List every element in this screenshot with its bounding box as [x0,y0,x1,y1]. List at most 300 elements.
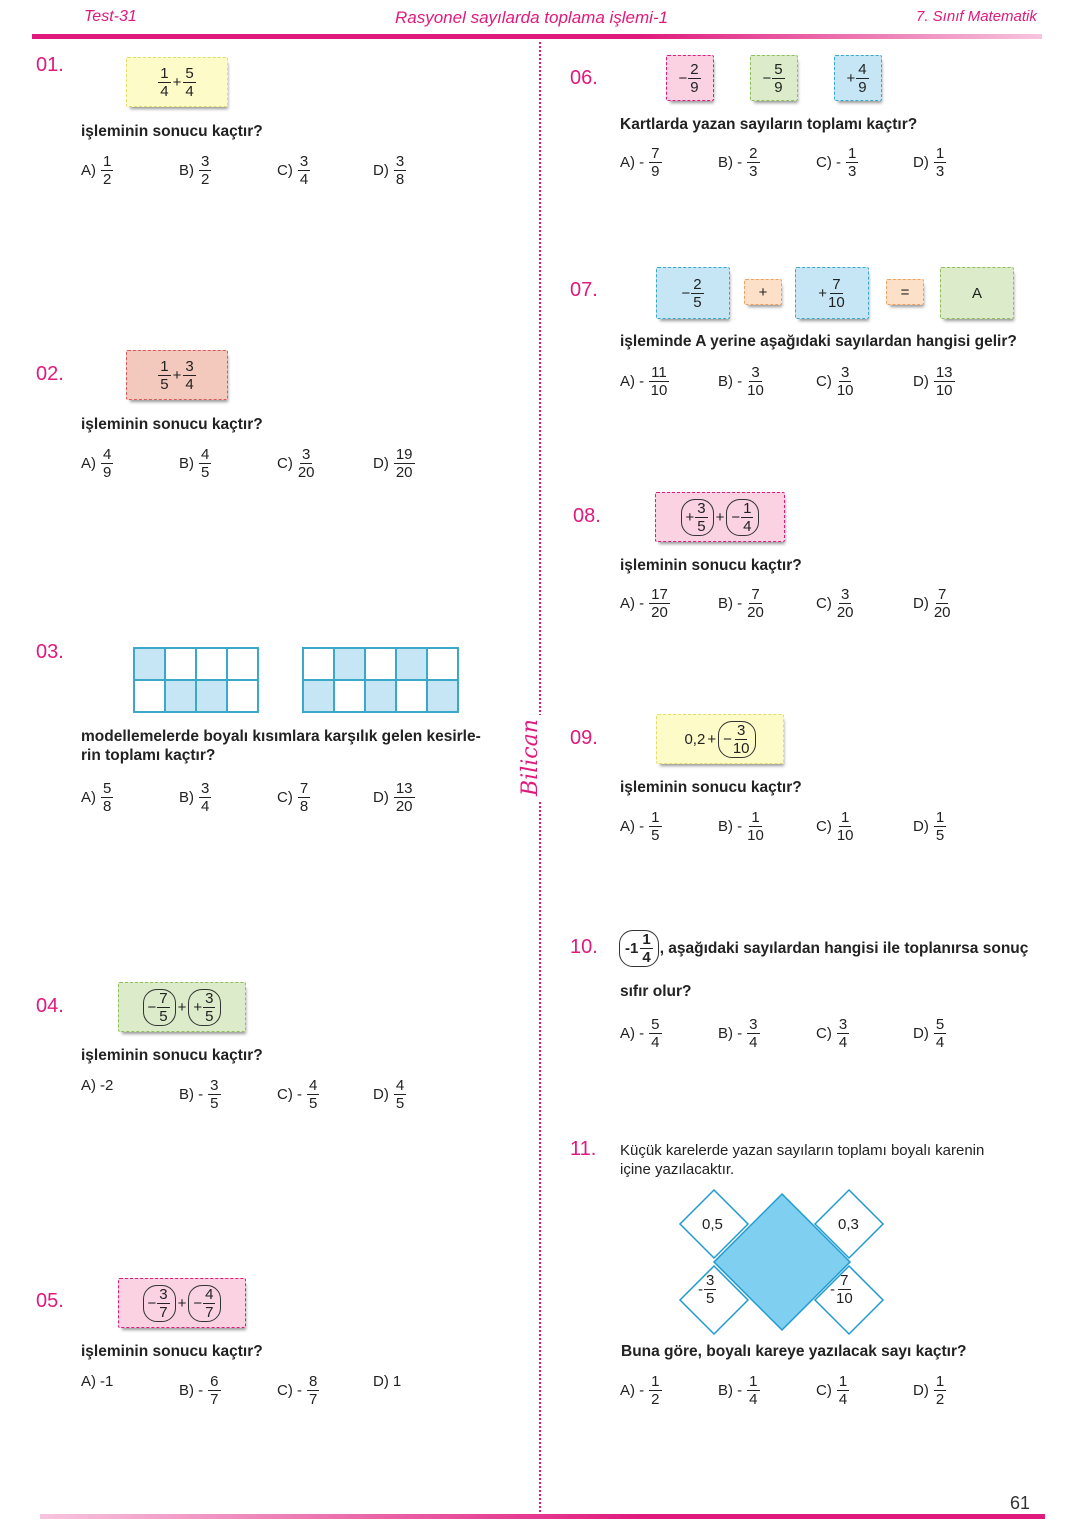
numerator: 2 [693,275,702,293]
fraction [695,500,707,535]
fraction [298,780,310,815]
fraction [836,1272,853,1307]
answer-option-b[interactable] [718,586,765,621]
numerator: 1 [160,64,169,82]
fraction-group [933,145,947,180]
denominator: 5 [395,1095,405,1112]
answer-option-c[interactable] [816,364,855,399]
fraction-group [846,61,869,96]
numerator: 7 [938,586,947,603]
parenthesis-group [143,989,176,1026]
fraction-group [148,990,171,1025]
grid-cell [165,648,196,680]
answer-option-c[interactable] [816,809,855,844]
sign: + [846,69,856,87]
fraction [157,1286,169,1321]
numerator: 4 [103,446,112,463]
option-letter: B) - [718,1025,743,1042]
fraction-group [297,780,311,815]
numerator: 11 [651,364,667,381]
number-card [656,267,730,319]
answer-option-c[interactable] [277,153,311,188]
fraction-group [648,1373,662,1408]
denominator: 20 [836,604,854,621]
numerator: 3 [841,364,850,381]
denominator: 7 [210,1391,219,1408]
denominator: 5 [693,293,702,311]
fraction [394,1077,406,1112]
denominator: 7 [309,1391,318,1408]
fraction-group [686,500,709,535]
answer-option-d[interactable] [373,1077,407,1112]
answer-option-b[interactable] [179,446,212,481]
fraction-group [100,446,114,481]
numerator: 17 [651,586,668,603]
fraction [298,153,310,188]
option-letter: C) [816,1025,832,1042]
numerator: 7 [299,780,309,797]
option-letter: A) [81,1373,96,1390]
denominator: 2 [651,1391,660,1408]
option-letter: C) [816,1382,832,1399]
sign: + [193,998,203,1016]
fraction [934,1016,946,1051]
footer-rule [40,1514,1045,1519]
numerator: 1 [749,1373,758,1390]
sign: - [830,1281,835,1298]
fraction [640,931,652,966]
fraction-group [648,1016,662,1051]
fraction-group [297,446,316,481]
numerator: 5 [651,1016,660,1033]
fraction [704,1272,716,1307]
numerator: 1 [838,1373,848,1390]
answer-option-a[interactable] [81,1373,113,1390]
fraction-group [933,364,956,399]
option-letter: C) [816,818,832,835]
numerator: 5 [935,1016,945,1033]
denominator: 10 [836,1290,853,1307]
denominator: 5 [706,1290,715,1307]
option-letter: B) - [179,1382,204,1399]
option-letter: A) - [620,154,645,171]
expression-box [656,714,784,764]
denominator: 10 [747,827,764,844]
answer-option-b[interactable] [179,1373,222,1408]
denominator: 5 [205,1007,214,1025]
grid-cell-shaded [334,648,365,680]
grid-cell [196,648,227,680]
fraction [208,1077,220,1112]
denominator: 5 [160,375,169,393]
fraction [307,1077,319,1112]
expression-box [655,492,785,542]
numerator: 1 [160,357,169,375]
fraction [828,276,845,311]
denominator: 20 [747,604,764,621]
parenthesis-group [188,1285,221,1322]
operator: + [177,1294,187,1312]
option-letter: B) [179,455,194,472]
numerator: 1 [848,145,857,162]
denominator: 9 [858,78,867,96]
fraction-group [723,722,750,757]
fraction-group [836,1373,850,1408]
denominator: 2 [103,171,112,188]
fraction-group [393,780,416,815]
fraction [733,722,750,757]
option-letter: A) - [620,373,645,390]
denominator: 8 [395,171,405,188]
answer-option-c[interactable] [277,1373,320,1408]
numerator: 3 [706,1272,715,1289]
fraction [837,809,854,844]
answer-option-d[interactable] [373,1373,401,1390]
fraction-group [297,153,311,188]
sign: − [678,69,688,87]
fraction [649,586,670,621]
fraction [183,358,195,393]
denominator: 8 [299,798,309,815]
fraction [101,780,113,815]
denominator: 5 [651,827,660,844]
question-number: 03. [36,641,64,663]
question-number: 10. [570,936,598,958]
answer-option-d[interactable] [913,586,952,621]
grid-cell [134,680,165,712]
fraction [394,446,415,481]
denominator: 4 [642,949,651,966]
fraction [934,145,946,180]
option-letter: D) [373,455,389,472]
page-title: Rasyonel sayılarda toplama işlemi-1 [395,8,669,27]
sign: − [147,998,157,1016]
numerator: 19 [395,446,413,463]
numerator: 1 [651,1373,660,1390]
option-letter: B) [179,162,194,179]
answer-option-b[interactable] [718,809,765,844]
option-letter: C) - [277,1382,302,1399]
numerator: 5 [774,60,783,78]
page-number: 61 [1010,1493,1031,1513]
denominator: 20 [933,604,951,621]
number-card [834,55,882,101]
fraction-group [678,61,701,96]
denominator: 4 [201,798,210,815]
numerator: 2 [749,145,758,162]
answer-option-b[interactable] [718,1016,761,1051]
numerator: 1 [651,809,660,826]
denominator: 10 [828,293,845,311]
grid-cell [227,648,258,680]
question-number: 02. [36,363,64,385]
number-card [666,55,714,101]
grid-cell-shaded [165,680,196,712]
fraction [158,65,170,100]
answer-option-d[interactable] [913,809,947,844]
question-number: 08. [573,505,601,527]
answer-option-d[interactable] [913,1016,947,1051]
fraction [934,1373,946,1408]
option-letter: D) [913,1382,929,1399]
question-number: 06. [570,67,598,89]
numerator: 1 [743,499,752,517]
numerator: 1 [103,153,112,170]
option-letter: C) - [277,1086,302,1103]
answer-option-c[interactable] [277,446,316,481]
fraction-group [648,364,670,399]
fraction-group [148,1286,171,1321]
diamond-diagram [675,1188,915,1348]
numerator: 7 [832,275,841,293]
answer-option-c[interactable] [816,1373,850,1408]
operator: A [971,284,982,302]
numerator: 4 [201,446,210,463]
grid-cell-shaded [134,648,165,680]
numerator: 5 [185,64,194,82]
answer-option-a[interactable] [81,780,114,815]
fraction [688,61,700,96]
answer-option-d[interactable] [373,446,416,481]
denominator: 4 [743,517,752,535]
fraction-group [198,446,212,481]
answer-option-c[interactable] [277,1077,320,1112]
answer-option-c[interactable] [816,1016,850,1051]
expression-box [118,982,246,1032]
number-card [795,267,869,319]
option-letter: A) [81,1077,96,1094]
fraction-group [836,809,855,844]
fraction [691,276,703,311]
fraction-group [746,1373,760,1408]
answer-option-c[interactable] [816,586,855,621]
test-label: Test-31 [84,8,137,25]
answer-option-c[interactable] [816,145,859,180]
fraction-group [182,358,196,393]
denominator: 3 [749,163,758,180]
fraction [934,809,946,844]
numerator: 3 [201,780,210,797]
fraction [837,364,854,399]
denominator: 7 [205,1303,214,1321]
fraction [394,780,415,815]
answer-option-b[interactable] [179,153,212,188]
option-letter: B) - [179,1086,204,1103]
denominator: 10 [747,382,764,399]
denominator: 5 [210,1095,219,1112]
answer-option-a[interactable] [620,586,671,621]
fraction-model-grid [133,647,259,713]
number-card [940,267,1014,319]
numerator: 8 [309,1373,318,1390]
question-number: 11. [570,1138,597,1160]
fraction [649,145,661,180]
fraction-group [193,990,216,1025]
fraction [747,364,764,399]
option-letter: A) - [620,818,645,835]
denominator: 9 [651,163,660,180]
denominator: 4 [299,171,309,188]
square-value-top-left: 0,5 [702,1216,723,1233]
option-letter: D) [913,818,929,835]
answer-option-a[interactable] [81,1077,113,1094]
question-prompt: işleminin sonucu kaçtır? [81,123,263,140]
denominator: 5 [159,1007,168,1025]
answer-option-b[interactable] [718,364,765,399]
fraction [158,358,170,393]
subject-label: 7. Sınıf Matematik [916,8,1037,25]
answer-option-d[interactable] [373,153,407,188]
denominator: 7 [159,1303,168,1321]
fraction [203,990,215,1025]
operator: + [758,283,768,301]
sign: + [685,508,695,526]
denominator: 20 [297,464,315,481]
option-letter: D) [913,595,929,612]
answer-option-a[interactable] [620,809,663,844]
answer-option-d[interactable] [373,780,416,815]
fraction [934,586,951,621]
question-number: 07. [570,279,598,301]
denominator: 20 [651,604,668,621]
parenthesis-group [718,721,755,758]
fraction-group [198,153,212,188]
fraction-model-grid [302,647,459,713]
answer-option-a[interactable] [81,446,114,481]
denominator: 9 [774,78,783,96]
denominator: 10 [836,382,854,399]
parenthesis-group [726,499,759,536]
question-number: 01. [36,54,64,76]
answer-option-b[interactable] [179,1077,222,1112]
numerator: 3 [737,721,746,739]
fraction-group [681,276,704,311]
denominator: 9 [103,464,112,481]
sign: − [681,284,691,302]
answer-option-d[interactable] [913,364,956,399]
denominator: 10 [650,382,668,399]
grid-cell [396,680,427,712]
fraction-group [836,586,855,621]
fraction [199,153,211,188]
denominator: 4 [749,1034,758,1051]
denominator: 4 [838,1391,848,1408]
question-prompt: işleminin sonucu kaçtır? [620,557,802,574]
option-letter: D) [913,154,929,171]
square-value-bottom-left [698,1272,717,1307]
numerator: 3 [201,153,210,170]
operator: 0,2 [684,730,706,748]
answer-option-b[interactable] [179,780,212,815]
grid-cell-shaded [196,680,227,712]
option-value: -2 [100,1077,114,1094]
grid-cell [334,680,365,712]
option-letter: A) [81,162,96,179]
option-value: 1 [392,1373,402,1390]
fraction [747,586,764,621]
answer-option-a[interactable] [81,153,114,188]
answer-option-b[interactable] [718,145,761,180]
answer-option-b[interactable] [718,1373,761,1408]
denominator: 10 [935,382,953,399]
answer-option-d[interactable] [913,145,947,180]
fraction-group [182,65,196,100]
fraction-group [746,1016,760,1051]
fraction-group [648,586,671,621]
fraction [208,1373,220,1408]
numerator: 3 [751,364,760,381]
parenthesis-group [188,989,221,1026]
fraction-group [306,1077,320,1112]
fraction-group [207,1077,221,1112]
option-letter: D) [373,789,389,806]
option-letter: C) - [816,154,841,171]
sign: - [698,1281,703,1298]
option-letter: B) - [718,373,743,390]
question-prompt: işleminin sonucu kaçtır? [620,779,802,796]
fraction [747,1373,759,1408]
prompt-text: , aşağıdaki sayılardan hangisi ile toplanırsa sonuç [659,940,1029,957]
answer-option-a[interactable] [620,1016,663,1051]
fraction [649,809,661,844]
fraction [772,61,784,96]
denominator: 4 [160,82,169,100]
fraction [934,364,955,399]
operator: + [715,508,725,526]
fraction-group [648,809,662,844]
numerator: 3 [395,153,405,170]
fraction-group [393,1077,407,1112]
answer-option-a[interactable] [620,145,663,180]
answer-option-a[interactable] [620,1373,663,1408]
expression-box [126,350,228,400]
numerator: 4 [395,1077,405,1094]
question-prompt: işleminin sonucu kaçtır? [81,1047,263,1064]
fraction [856,61,868,96]
operator: + [707,730,717,748]
denominator: 9 [690,78,699,96]
denominator: 4 [935,1034,945,1051]
numerator: 7 [840,1272,849,1289]
parenthesis-group [681,499,714,536]
option-letter: C) [816,373,832,390]
denominator: 8 [103,798,112,815]
sign: − [193,1294,203,1312]
numerator: 3 [302,446,311,463]
grid-cell-shaded [427,680,458,712]
fraction [649,364,669,399]
sign: − [731,508,741,526]
denominator: 5 [201,464,210,481]
denominator: 2 [201,171,210,188]
answer-option-d[interactable] [913,1373,947,1408]
fraction [298,446,315,481]
answer-option-a[interactable] [620,364,670,399]
fraction-group [639,931,653,966]
numerator: 1 [751,809,760,826]
fraction-group [746,586,765,621]
numerator: 1 [642,931,651,948]
sign: − [723,730,732,748]
question-prompt: Buna göre, boyalı kareye yazılacak sayı kaçtır? [621,1343,967,1360]
sign: − [762,69,772,87]
answer-option-c[interactable] [277,780,311,815]
operator: + [172,366,182,384]
option-letter: A) [81,789,96,806]
sign: + [818,284,828,302]
square-value-top-right: 0,3 [838,1216,859,1233]
fraction-group [746,364,765,399]
